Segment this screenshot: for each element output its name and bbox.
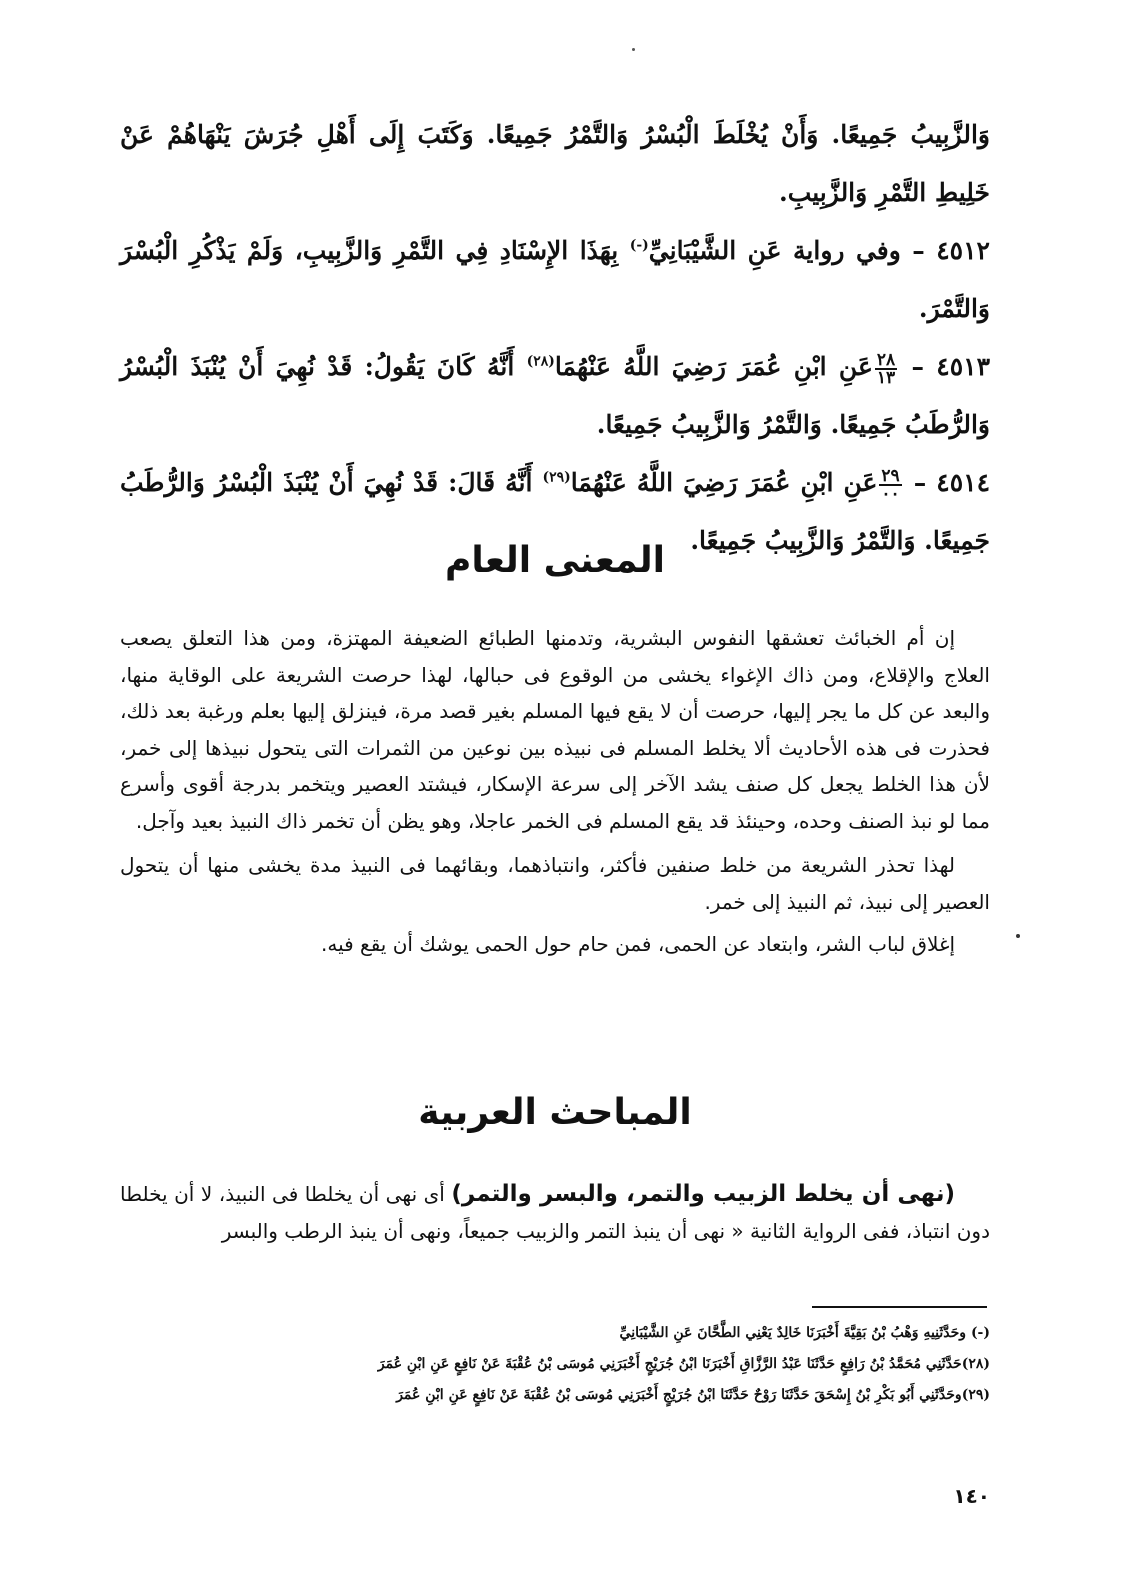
hadith-block <box>120 106 990 570</box>
paragraph: إغلاق لباب الشر، وابتعاد عن الحمى، فمن حام حول الحمى يوشك أن يقع فيه. <box>321 932 955 956</box>
dash: – <box>911 352 924 381</box>
footnote-marker: (٢٨) <box>961 1356 990 1372</box>
hadith-text: عَنِ ابْنِ عُمَرَ رَضِيَ اللَّهُ عَنْهُمَا <box>570 468 878 497</box>
discussion-text: أى نهى أن يخلطا فى النبيذ، لا أن يخلطا دون انتباذ، ففى الرواية الثانية « نهى أن ينبذ التمر والزبيب جميعاً، ونهى أن ينبذ الرطب والبسر <box>120 1182 990 1243</box>
hadith-text-continued: بِهَذَا الإِسْنَادِ فِي التَّمْرِ وَالزَّبِيبِ، وَلَمْ يَذْكُرِ الْبُسْرَ وَالتَّمْرَ. <box>120 236 990 323</box>
cross-reference-fraction <box>875 349 897 388</box>
footnote-text: وحَدَّثَنِي أَبُو بَكْرِ بْنُ إِسْحَقَ حَدَّثَنَا رَوْحٌ حَدَّثَنَا ابْنُ جُرَيْجٍ أَخْبَرَنِي مُوسَى بْنُ عُقْبَةَ عَنْ نَافِعٍ عَنِ ابْنِ عُمَرَ <box>396 1387 962 1403</box>
hadith-continuation <box>120 106 990 222</box>
cross-reference-fraction <box>879 465 901 504</box>
hadith-text-continued: أَنَّهُ قَالَ: قَدْ نُهِيَ أَنْ يُنْبَذَ الْبُسْرُ وَالرُّطَبُ جَمِيعًا. وَالتَّمْرُ وَالزَّبِيبُ جَمِيعًا. <box>120 468 990 555</box>
hadith-text-continued: أَنَّهُ كَانَ يَقُولُ: قَدْ نُهِيَ أَنْ يُنْبَذَ الْبُسْرُ وَالرُّطَبُ جَمِيعًا. وَالتَّمْرُ وَالزَّبِيبُ جَمِيعًا. <box>120 352 990 439</box>
general-meaning-body <box>120 620 990 963</box>
hadith-text: عَنِ ابْنِ عُمَرَ رَضِيَ اللَّهُ عَنْهُمَا <box>554 352 873 381</box>
discussion-lead-phrase: (نهى أن يخلط الزبيب والتمر، والبسر والتمر) <box>451 1181 956 1207</box>
page-number: ١٤٠ <box>953 1484 990 1508</box>
footnote-ref: (٢٨) <box>526 353 555 370</box>
fraction-bottom: ٠٠ <box>881 483 900 504</box>
hadith-4513 <box>120 338 990 454</box>
continuation-line-1: وَالزَّبِيبُ جَمِيعًا. وَأَنْ يُخْلَطَ الْبُسْرُ وَالتَّمْرُ جَمِيعًا. وَكَتَبَ إِلَى أَهْلِ جُرَشَ يَنْهَاهُمْ عَنْ خَلِيطِ <box>120 120 990 207</box>
footnote-item <box>120 1380 990 1411</box>
fraction-top: ٢٩ <box>881 465 900 486</box>
hadith-text: وفي رواية عَنِ الشَّيْبَانِيِّ <box>648 236 901 265</box>
print-speck <box>1016 934 1020 938</box>
hadith-4512 <box>120 222 990 338</box>
fraction-top: ٢٨ <box>876 349 896 370</box>
footnote-text: حَدَّثَنِي مُحَمَّدُ بْنُ رَافِعٍ حَدَّثَنَا عَبْدُ الرَّزَّاقِ أَخْبَرَنَا ابْنُ جُرَيْجٍ أَخْبَرَنِي مُوسَى بْنُ عُقْبَةَ عَنْ نَافِعٍ عَنِ ابْنِ عُمَرَ <box>377 1356 962 1372</box>
footnote-marker: (٢٩) <box>961 1387 990 1403</box>
footnote-text: وحَدَّثَنِيهِ وَهْبُ بْنُ بَقِيَّةَ أَخْبَرَنَا خَالِدٌ يَعْنِي الطَّحَّانَ عَنِ الشَّيْبَانِيِّ <box>619 1325 967 1341</box>
arabic-discussions-body <box>120 1176 990 1249</box>
hadith-number: ٤٥١٢ <box>936 236 990 265</box>
dash: – <box>913 468 927 497</box>
footnote-ref: (٢٩) <box>542 469 571 486</box>
footnote-item <box>120 1318 990 1349</box>
footnote-item <box>120 1349 990 1380</box>
section-heading-general-meaning: المعنى العام <box>444 540 666 581</box>
hadith-number: ٤٥١٣ <box>936 352 990 381</box>
paragraph <box>120 1176 990 1249</box>
footnote-separator <box>812 1306 987 1308</box>
continuation-line-2: التَّمْرِ وَالزَّبِيبِ. <box>779 178 927 207</box>
fraction-bottom: ١٣ <box>876 367 896 388</box>
footnote-marker: (-) <box>970 1325 990 1341</box>
section-heading-arabic-discussions: المباحث العربية <box>418 1092 692 1133</box>
paragraph: لهذا تحذر الشريعة من خلط صنفين فأكثر، وانتباذهما، وبقائهما فى النبيذ مدة يخشى منها أن يتحول العصير إلى نبيذ، ثم النبيذ إلى خمر. <box>120 853 990 914</box>
paragraph: إن أم الخبائث تعشقها النفوس البشرية، وتدمنها الطبائع الضعيفة المهتزة، ومن هذا التعلق يصعب العلاج والإقلاع، ومن ذاك الإغواء يخشى من الوقوع فى حبالها، لهذا حرصت الشريعة على الوقاية منها، والبعد عن كل ما يجر إليها، حرصت أن لا يقع فيها المسلم بغير قصد مرة، فينزلق إليها بعلم ورغبة بعد ذلك، فحذرت فى هذه الأحاديث ألا يخلط المسلم فى نبيذه بين نوعين من الثمرات التى يتحول نبيذها إلى خمر، لأن هذا الخلط يجعل كل صنف يشد الآخر إلى سرعة الإسكار، فيشتد العصير ويتخمر بدرجة أقوى وأسرع مما لو نبذ الصنف وحده، وحينئذ قد يقع المسلم فى الخمر عاجلا، وهو يظن أن تخمر ذاك النبيذ بعيد وآجل. <box>120 626 990 833</box>
footnote-ref: (-) <box>629 237 649 254</box>
print-speck <box>632 48 635 51</box>
footnotes <box>120 1318 990 1411</box>
hadith-number: ٤٥١٤ <box>936 468 990 497</box>
dash: – <box>912 236 925 265</box>
